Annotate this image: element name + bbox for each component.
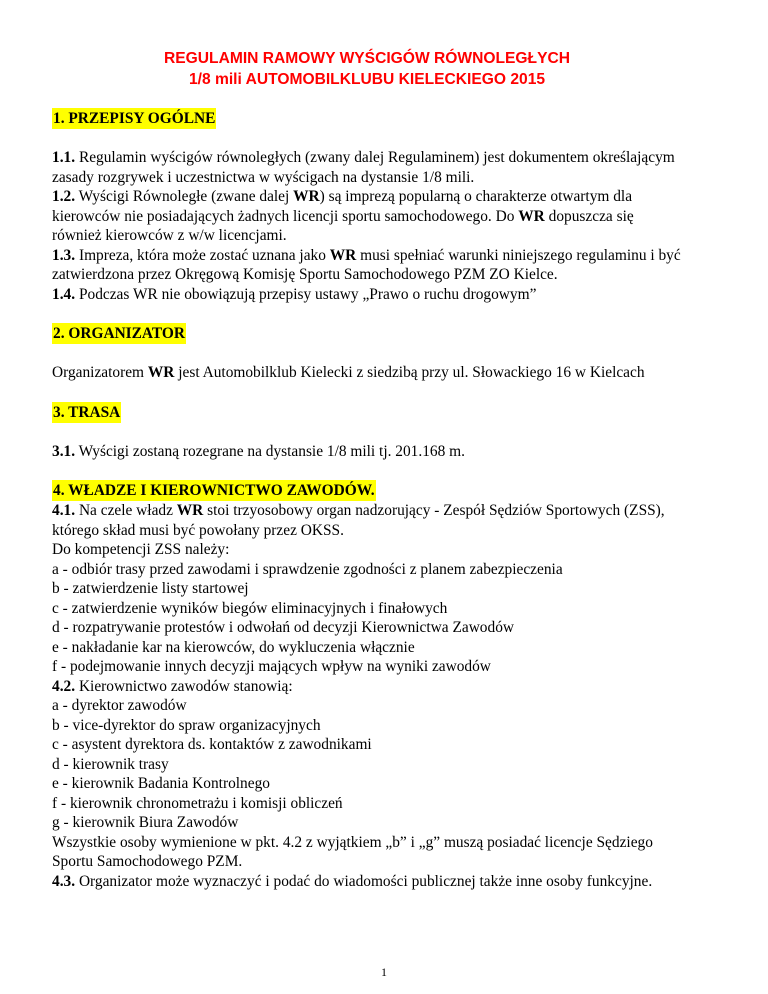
- section-1-heading-wrap: [52, 108, 682, 129]
- section-4-body: [52, 501, 682, 891]
- paragraph-text: Impreza, która może zostać uznana jako: [75, 246, 330, 264]
- paragraph-text: jest Automobilklub Kielecki z siedzibą przy ul. Słowackiego 16 w Kielcach: [174, 364, 645, 381]
- wr-term: WR: [293, 188, 320, 205]
- list-item: a - odbiór trasy przed zawodami i sprawdzenie zgodności z planem zabezpieczenia: [52, 560, 563, 578]
- paragraph-text: Wyścigi Równoległe (zwane dalej: [75, 188, 294, 205]
- list-item: a - dyrektor zawodów: [52, 697, 187, 714]
- paragraph-2: [52, 363, 682, 383]
- paragraph-text: Wyścigi zostaną rozegrane na dystansie 1/8 mili tj. 201.168 m.: [75, 442, 465, 460]
- list-item: c - zatwierdzenie wyników biegów eliminacyjnych i finałowych: [52, 599, 448, 617]
- section-2-body: [52, 363, 682, 383]
- paragraph-text: dopuszcza się również kierowców z w/w licencjami.: [52, 207, 634, 244]
- paragraph-number: 1.2.: [52, 188, 76, 205]
- paragraph-text: Na czele władz: [75, 502, 177, 519]
- list-item: f - kierownik chronometrażu i komisji obliczeń: [52, 794, 343, 812]
- document-title: [52, 48, 682, 90]
- list-item: d - kierownik trasy: [52, 755, 169, 773]
- paragraph-1-4: [52, 285, 682, 305]
- section-4-heading-wrap: [52, 480, 682, 501]
- section-2-heading: 2. ORGANIZATOR: [53, 325, 185, 342]
- paragraph-text: stoi trzyosobowy organ nadzorujący - Zespół Sędziów Sportowych (ZSS), którego skład musi być powołany przez OKSS.: [52, 502, 665, 539]
- paragraph-4-1: [52, 501, 682, 540]
- paragraph-number: 1.1.: [52, 149, 76, 166]
- paragraph-text: Organizator może wyznaczyć i podać do wiadomości publicznej także inne osoby funkcyjne.: [75, 872, 653, 890]
- page-number: 1: [381, 965, 387, 979]
- paragraph-1-3: [52, 246, 682, 285]
- list-item: g - kierownik Biura Zawodów: [52, 814, 239, 831]
- paragraph-number: 1.4.: [52, 285, 76, 303]
- wr-term: WR: [176, 502, 204, 519]
- list-item: d - rozpatrywanie protestów i odwołań od decyzji Kierownictwa Zawodów: [52, 619, 515, 636]
- list-item: c - asystent dyrektora ds. kontaktów z zawodnikami: [52, 736, 372, 753]
- section-3-heading: 3. TRASA: [53, 403, 121, 421]
- zss-intro: Do kompetencji ZSS należy:: [52, 541, 230, 558]
- list-item: b - zatwierdzenie listy startowej: [52, 580, 249, 597]
- paragraph-number: 4.3.: [52, 872, 76, 890]
- list-item: b - vice-dyrektor do spraw organizacyjnych: [52, 716, 321, 734]
- section-1-heading: 1. PRZEPISY OGÓLNE: [53, 110, 216, 127]
- section-1-body: [52, 148, 682, 304]
- paragraph-4-3: [52, 872, 682, 892]
- wr-term: WR: [518, 207, 545, 225]
- paragraph-text: musi spełniać warunki niniejszego regulaminu i być zatwierdzona przez Okręgową Komisję Sportu Samochodowego PZM ZO Kielce.: [52, 246, 681, 283]
- section-2-heading-wrap: [52, 323, 682, 344]
- list-item: e - kierownik Badania Kontrolnego: [52, 775, 270, 792]
- paragraph-number: 1.3.: [52, 246, 76, 264]
- paragraph-3-1: [52, 442, 682, 462]
- paragraph-number: 3.1.: [52, 442, 76, 460]
- paragraph-text: Kierownictwo zawodów stanowią:: [75, 677, 293, 695]
- section-3-heading-wrap: [52, 402, 682, 423]
- paragraph-1-2: [52, 187, 682, 246]
- title-line-2: 1/8 mili AUTOMOBILKLUBU KIELECKIEGO 2015: [188, 71, 546, 88]
- paragraph-text: Regulamin wyścigów równoległych (zwany dalej Regulaminem) jest dokumentem określającym zasady rozgrywek i uczestnictwa w wyścigach na dystansie 1/8 mili.: [52, 149, 675, 186]
- paragraph-number: 4.2.: [52, 677, 76, 695]
- wr-term: WR: [147, 364, 175, 381]
- paragraph-text: Organizatorem: [52, 364, 148, 381]
- licence-requirement: Wszystkie osoby wymienione w pkt. 4.2 z wyjątkiem „b” i „g” muszą posiadać licencje Sędziego Sportu Samochodowego PZM.: [52, 833, 653, 870]
- section-4-heading: 4. WŁADZE I KIEROWNICTWO ZAWODÓW.: [53, 482, 375, 499]
- paragraph-number: 4.1.: [52, 502, 76, 519]
- paragraph-1-1: [52, 148, 682, 187]
- paragraph-text: Podczas WR nie obowiązują przepisy ustawy „Prawo o ruchu drogowym”: [75, 285, 537, 303]
- wr-term: WR: [329, 246, 357, 264]
- section-3-body: [52, 442, 682, 462]
- paragraph-text: ) są imprezą popularną o charakterze otwartym dla kierowców nie posiadających żadnych licencji sportu samochodowego. Do: [52, 188, 633, 225]
- list-item: e - nakładanie kar na kierowców, do wykluczenia włącznie: [52, 638, 415, 656]
- title-line-1: REGULAMIN RAMOWY WYŚCIGÓW RÓWNOLEGŁYCH: [164, 50, 570, 67]
- paragraph-4-2: [52, 677, 682, 697]
- list-item: f - podejmowanie innych decyzji mających wpływ na wyniki zawodów: [52, 658, 491, 675]
